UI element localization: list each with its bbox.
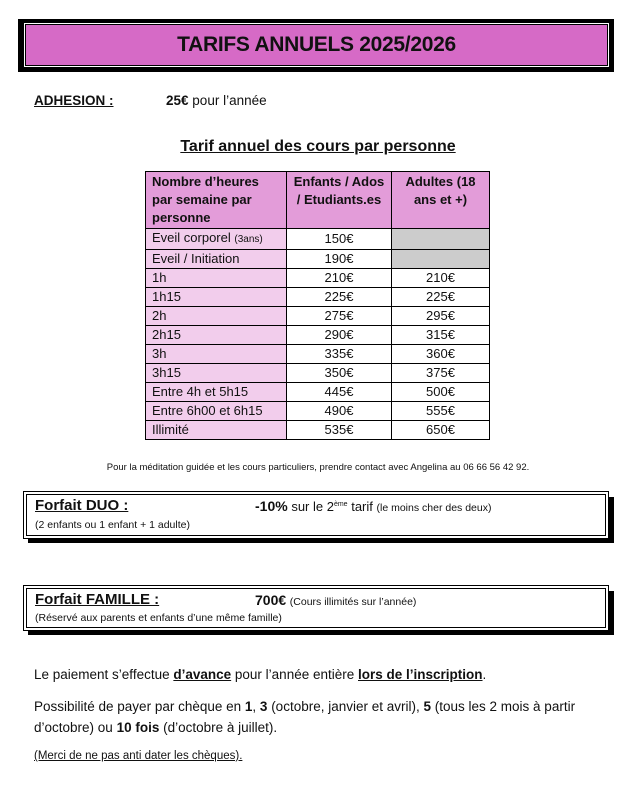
table-row bbox=[146, 269, 490, 288]
forfait-duo-box bbox=[23, 491, 609, 539]
children-price: 445€ bbox=[287, 383, 392, 402]
table-row bbox=[146, 364, 490, 383]
adults-price: 555€ bbox=[392, 402, 490, 421]
adhesion-period: pour l’année bbox=[192, 93, 267, 108]
table-header-row bbox=[146, 172, 490, 229]
children-price: 190€ bbox=[287, 250, 392, 269]
children-price: 210€ bbox=[287, 269, 392, 288]
row-label: 2h bbox=[146, 307, 287, 326]
table-row bbox=[146, 307, 490, 326]
table-row bbox=[146, 383, 490, 402]
forfait-duo-subtitle: (2 enfants ou 1 enfant + 1 adulte) bbox=[35, 519, 190, 531]
forfait-famille-price: 700€ bbox=[255, 592, 287, 608]
cheque-note: (Merci de ne pas anti dater les chèques). bbox=[34, 750, 243, 762]
children-price: 275€ bbox=[287, 307, 392, 326]
forfait-duo-offer: -10% sur le 2ème tarif (le moins cher des deux) bbox=[255, 498, 492, 514]
table-row bbox=[146, 421, 490, 440]
title-banner bbox=[18, 19, 614, 72]
column-header-children: Enfants / Ados / Etudiants.es bbox=[287, 172, 392, 229]
adults-price: 225€ bbox=[392, 288, 490, 307]
children-price: 150€ bbox=[287, 229, 392, 250]
row-label: 2h15 bbox=[146, 326, 287, 345]
table-row bbox=[146, 229, 490, 250]
forfait-famille-note: (Cours illimités sur l’année) bbox=[289, 596, 417, 608]
table-row bbox=[146, 250, 490, 269]
children-price: 335€ bbox=[287, 345, 392, 364]
row-label: 1h15 bbox=[146, 288, 287, 307]
forfait-famille-subtitle: (Réservé aux parents et enfants d’une même famille) bbox=[35, 612, 282, 624]
adhesion-amount: 25€ bbox=[166, 93, 189, 108]
adults-price: 295€ bbox=[392, 307, 490, 326]
row-label: Illimité bbox=[146, 421, 287, 440]
adhesion-value bbox=[166, 93, 267, 108]
table-row bbox=[146, 326, 490, 345]
table-row bbox=[146, 402, 490, 421]
payment-paragraph-1: Le paiement s’effectue d’avance pour l’année entière lors de l’inscription. bbox=[34, 667, 487, 682]
children-price: 290€ bbox=[287, 326, 392, 345]
forfait-famille-offer bbox=[255, 592, 416, 608]
children-price: 535€ bbox=[287, 421, 392, 440]
children-price: 225€ bbox=[287, 288, 392, 307]
column-header-hours: Nombre d’heures par semaine par personne bbox=[146, 172, 287, 229]
forfait-duo-discount: -10% bbox=[255, 498, 288, 514]
payment-paragraph-2: Possibilité de payer par chèque en 1, 3 (octobre, janvier et avril), 5 (tous les 2 mois à partir d’octobre) ou 10 fois (d’octobre à juillet). bbox=[34, 699, 576, 735]
children-price: 350€ bbox=[287, 364, 392, 383]
children-price: 490€ bbox=[287, 402, 392, 421]
forfait-famille-box bbox=[23, 585, 609, 631]
row-label: Entre 4h et 5h15 bbox=[146, 383, 287, 402]
row-label: 1h bbox=[146, 269, 287, 288]
adults-price: 500€ bbox=[392, 383, 490, 402]
adults-price: 315€ bbox=[392, 326, 490, 345]
contact-note: Pour la méditation guidée et les cours particuliers, prendre contact avec Angelina au 06 66 56 42 92. bbox=[106, 462, 530, 473]
row-label: 3h bbox=[146, 345, 287, 364]
table-row bbox=[146, 345, 490, 364]
row-label: Entre 6h00 et 6h15 bbox=[146, 402, 287, 421]
table-row bbox=[146, 288, 490, 307]
adhesion-label: ADHESION : bbox=[34, 93, 114, 108]
forfait-duo-title: Forfait DUO : bbox=[35, 497, 129, 514]
adults-price: 210€ bbox=[392, 269, 490, 288]
adults-price: 375€ bbox=[392, 364, 490, 383]
row-label: Eveil / Initiation bbox=[146, 250, 287, 269]
adults-price: 360€ bbox=[392, 345, 490, 364]
adults-price: 650€ bbox=[392, 421, 490, 440]
row-label: 3h15 bbox=[146, 364, 287, 383]
adults-price-unavailable bbox=[392, 250, 490, 269]
column-header-adults: Adultes (18 ans et +) bbox=[392, 172, 490, 229]
row-label-note: (3ans) bbox=[234, 234, 263, 245]
adults-price-unavailable bbox=[392, 229, 490, 250]
forfait-famille-title: Forfait FAMILLE : bbox=[35, 591, 160, 608]
section-title: Tarif annuel des cours par personne bbox=[180, 138, 456, 155]
row-label: Eveil corporel (3ans) bbox=[146, 229, 287, 250]
pricing-table bbox=[145, 171, 490, 440]
page-title: TARIFS ANNUELS 2025/2026 bbox=[25, 24, 608, 66]
forfait-duo-note: (le moins cher des deux) bbox=[376, 502, 492, 514]
